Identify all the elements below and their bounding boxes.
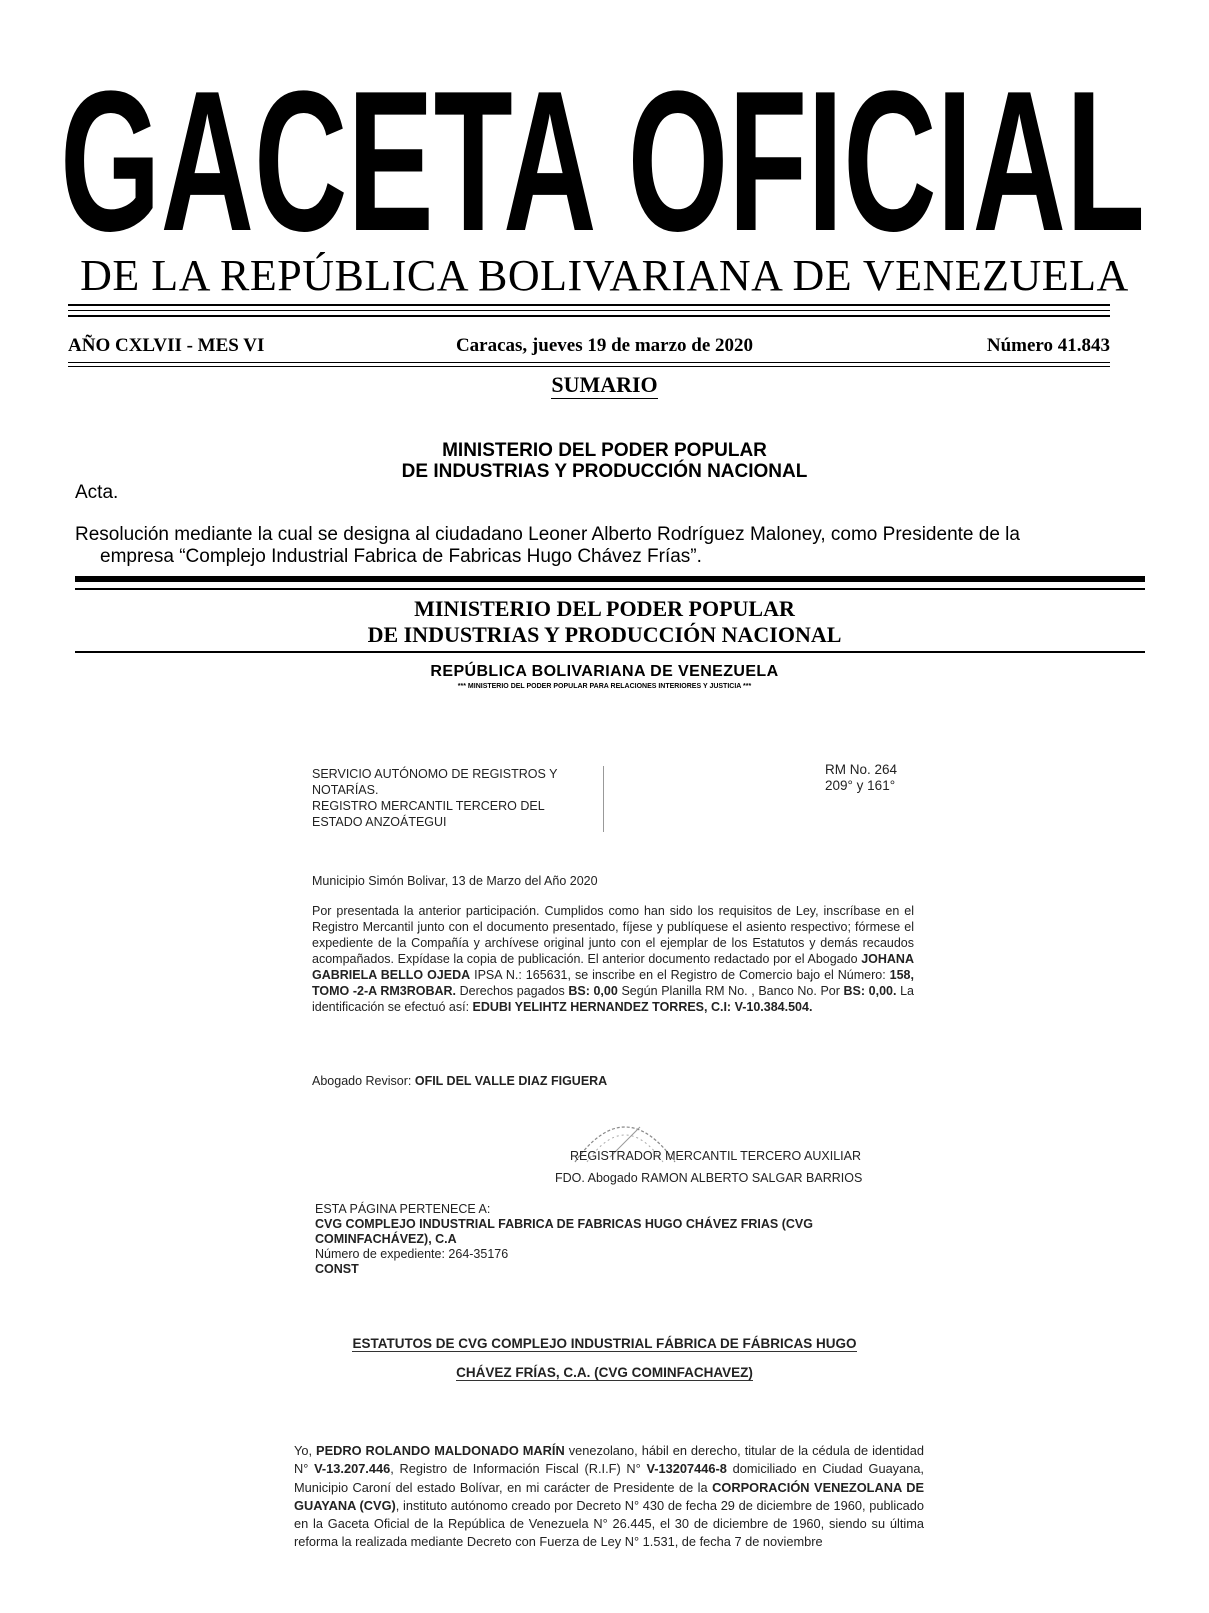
rm-years: 209° y 161° <box>825 778 896 793</box>
expediente-number: Número de expediente: 264-35176 <box>315 1247 509 1261</box>
registry-line: NOTARÍAS. <box>312 783 379 797</box>
statutes-title <box>0 1329 1209 1387</box>
registry-divider <box>603 766 604 832</box>
paragraph-text: Yo, <box>294 1443 317 1458</box>
header-rule-top-1 <box>68 304 1110 306</box>
statutes-title-line1: ESTATUTOS DE CVG COMPLEJO INDUSTRIAL FÁBRICA DE FÁBRICAS HUGO <box>352 1336 857 1351</box>
paragraph-text: Derechos pagados <box>456 984 569 998</box>
sumario-item-resolucion-line2: empresa “Complejo Industrial Fabrica de Fabricas Hugo Chávez Frías”. <box>100 546 702 567</box>
section-ministry-line1: MINISTERIO DEL PODER POPULAR <box>414 596 795 621</box>
section-rule-thick <box>75 576 1145 582</box>
registry-line: SERVICIO AUTÓNOMO DE REGISTROS Y <box>312 767 558 781</box>
paragraph-text: , Registro de Información Fiscal (R.I.F) N° <box>390 1461 647 1477</box>
registry-line: REGISTRO MERCANTIL TERCERO DEL <box>312 799 545 813</box>
issue-number: Número 41.843 <box>986 335 1110 356</box>
paragraph-text: IPSA N.: 165631, se inscribe en el Registro de Comercio bajo el Número: <box>470 968 890 982</box>
document-ministry-subheading: *** MINISTERIO DEL PODER POPULAR PARA RELACIONES INTERIORES Y JUSTICIA *** <box>457 683 752 690</box>
sumario-ministry-line1: MINISTERIO DEL PODER POPULAR <box>442 440 767 461</box>
section-rule-thin <box>75 588 1145 590</box>
masthead-title <box>60 60 1150 260</box>
statutes-title-line2: CHÁVEZ FRÍAS, C.A. (CVG COMINFACHAVEZ) <box>456 1365 753 1380</box>
statutes-opening-paragraph <box>294 1442 924 1552</box>
corporation-name: CORPORACIÓN VENEZOLANA DE GUAYANA (CVG) <box>294 1479 924 1513</box>
paragraph-text: Por presentada la anterior participación. Cumplidos como han sido los requisitos de Ley, inscríbase en el Registro Mercantil junto con el documento presentado, fíjese y publíquese el asiento respectivo; fórmese el expediente de la Compañía y archívese original junto con el ejemplar de los Estatutos y demás recaudos acompañados. Expídase la copia de publicación. El anterior documento redactado por el Abogado <box>312 904 914 966</box>
rm-block <box>825 762 945 794</box>
registry-line: ESTADO ANZOÁTEGUI <box>312 815 447 829</box>
paragraph-text: , instituto autónomo creado por Decreto N° 430 de fecha 29 de diciembre de 1960, publicado en la Gaceta Oficial de la República de Venezuela N° 26.445, el 30 de diciembre de 1960, siendo su última reforma la realizada mediante Decreto con Fuerza de Ley N° 1.531, de fecha 7 de noviembre <box>294 1497 924 1550</box>
sumario-heading <box>0 372 1209 398</box>
abogado-revisor-line <box>312 1073 607 1089</box>
document-republic-heading: REPÚBLICA BOLIVARIANA DE VENEZUELA <box>430 663 779 680</box>
const-label: CONST <box>315 1262 359 1276</box>
registry-number: 158, TOMO -2-A RM3ROBAR. <box>312 968 914 998</box>
paragraph-text: Según Planilla RM No. , Banco No. Por <box>617 984 844 998</box>
rif-number: V-13207446-8 <box>646 1461 727 1477</box>
header-rule-top-2 <box>68 310 1110 311</box>
registrador-signature-line: FDO. Abogado RAMON ALBERTO SALGAR BARRIOS <box>555 1171 863 1185</box>
municipio-date-line: Municipio Simón Bolivar, 13 de Marzo del Año 2020 <box>312 874 598 888</box>
paragraph-text: venezolano, hábil en derecho, titular de la cédula de identidad N° <box>294 1443 925 1477</box>
lawyer-name: JOHANA GABRIELA BELLO OJEDA <box>312 952 914 982</box>
section-rule-below <box>75 651 1145 653</box>
issue-year-month: AÑO CXLVII - MES VI <box>68 335 265 356</box>
pertenece-company: CVG COMPLEJO INDUSTRIAL FABRICA DE FABRICAS HUGO CHÁVEZ FRIAS (CVG COMINFACHÁVEZ), C.A <box>315 1217 813 1246</box>
pertenece-label: ESTA PÁGINA PERTENECE A: <box>315 1202 491 1216</box>
identified-person: EDUBI YELIHTZ HERNANDEZ TORRES, C.I: V-10.384.504. <box>472 1000 813 1014</box>
header-rule-top-3 <box>68 315 1110 317</box>
sumario-item-resolucion-line1: Resolución mediante la cual se designa al ciudadano Leoner Alberto Rodríguez Maloney, como Presidente de la <box>75 524 1020 545</box>
header-rule-bottom-1 <box>68 362 1110 363</box>
abogado-revisor-name: OFIL DEL VALLE DIAZ FIGUERA <box>414 1074 608 1088</box>
registrador-title: REGISTRADOR MERCANTIL TERCERO AUXILIAR <box>570 1149 862 1163</box>
issue-date: Caracas, jueves 19 de marzo de 2020 <box>455 335 754 356</box>
bank-amount: BS: 0,00. <box>843 984 897 998</box>
rm-number: RM No. 264 <box>825 762 898 777</box>
registry-office-block <box>312 766 572 830</box>
id-number: V-13.207.446 <box>314 1461 391 1477</box>
masthead-subtitle: DE LA REPÚBLICA BOLIVARIANA DE VENEZUELA <box>80 251 1129 300</box>
sumario-item-acta: Acta. <box>75 482 119 503</box>
header-rule-bottom-2 <box>68 366 1110 367</box>
sumario-heading-text: SUMARIO <box>551 372 658 397</box>
section-ministry-line2: DE INDUSTRIAS Y PRODUCCIÓN NACIONAL <box>367 622 842 647</box>
fees-amount: BS: 0,00 <box>568 984 618 998</box>
registration-paragraph <box>312 903 914 1015</box>
president-name: PEDRO ROLANDO MALDONADO MARÍN <box>316 1443 565 1458</box>
page-belongs-block <box>315 1202 915 1277</box>
abogado-revisor-label: Abogado Revisor: <box>312 1074 415 1088</box>
sumario-ministry-line2: DE INDUSTRIAS Y PRODUCCIÓN NACIONAL <box>401 461 808 482</box>
paragraph-text: domiciliado en Ciudad Guayana, Municipio Caroní del estado Bolívar, en mi carácter de Presidente de la <box>294 1461 924 1495</box>
masthead-title-text: GACETA OFICIAL <box>60 60 1145 260</box>
paragraph-text: La identificación se efectuó así: <box>312 984 914 1014</box>
